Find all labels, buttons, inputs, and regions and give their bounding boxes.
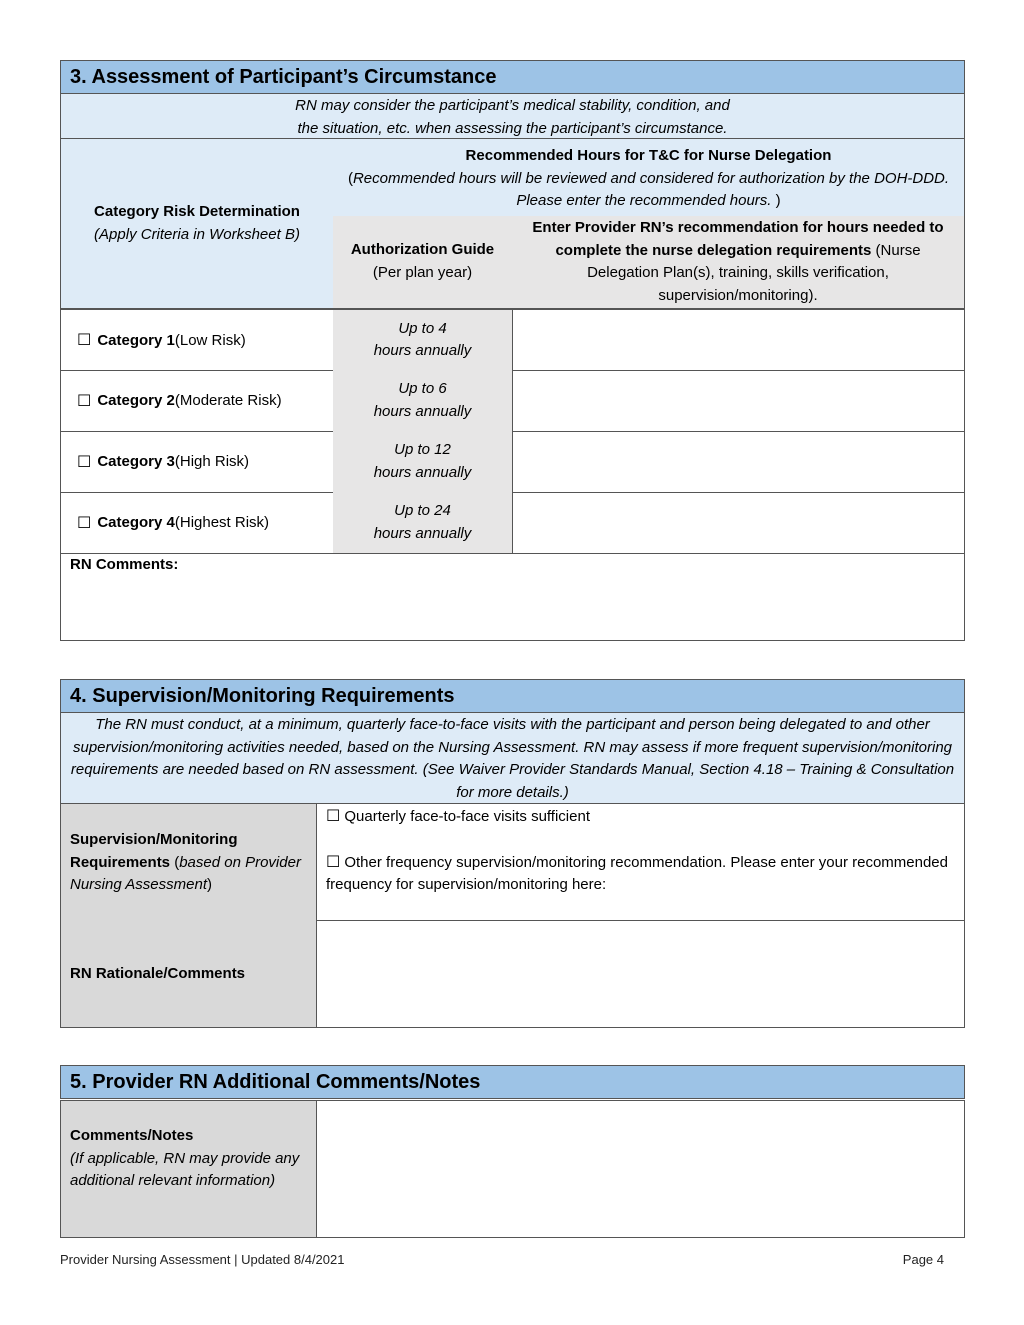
supervision-req-label-cell: Supervision/Monitoring Requirements (based on Provider Nursing Assessment) bbox=[60, 803, 317, 921]
hours-header-cell bbox=[333, 139, 965, 217]
category-3-checkbox[interactable]: ☐ bbox=[77, 453, 92, 471]
rationale-label-cell bbox=[60, 920, 317, 1028]
category-2-label: Category 2 bbox=[97, 392, 175, 409]
category-1-checkbox[interactable]: ☐ bbox=[77, 332, 92, 349]
section-4-note: The RN must conduct, at a minimum, quarterly face-to-face visits with the participant and person being delegated to and other supervision/monitoring activities needed, based on the Nursing Assessment. RN may assess if more frequent supervision/monitoring requirements are needed based on RN assessment. (See Waiver Provider Standards Manual, Section 4.18 – Training & Consultation for more details.) bbox=[60, 713, 965, 804]
rationale-label: RN Rationale/Comments bbox=[70, 965, 246, 982]
category-4-cell[interactable] bbox=[60, 492, 334, 554]
rationale-input[interactable] bbox=[316, 920, 965, 1028]
category-1-cell[interactable] bbox=[60, 309, 334, 371]
enter-hours-header: Enter Provider RN’s recommendation for hours needed to complete the nurse delegation requirements (Nurse Delegation Plan(s), training, skills verification, supervision/monitoring). bbox=[532, 219, 944, 304]
auth-guide-sub: (Per plan year) bbox=[372, 263, 473, 281]
option-other-frequency[interactable]: ☐ Other frequency supervision/monitoring recommendation. Please enter your recommended frequency for supervision/monitoring here: bbox=[326, 853, 948, 893]
supervision-req-label: Supervision/Monitoring Requirements bbox=[70, 831, 238, 871]
category-4-hours-input[interactable] bbox=[512, 492, 965, 554]
category-2-checkbox[interactable]: ☐ bbox=[77, 392, 92, 410]
comments-notes-label-cell bbox=[60, 1100, 317, 1238]
section-3-note bbox=[60, 94, 965, 139]
category-1-guide: Up to 4 hours annually bbox=[333, 309, 513, 371]
hours-note: (Recommended hours will be reviewed and considered for authorization by the DOH-DDD. Please enter the recommended hours. ) bbox=[347, 169, 950, 209]
section-3-note-line2: the situation, etc. when assessing the participant’s circumstance. bbox=[297, 119, 728, 137]
option-quarterly[interactable]: ☐ Quarterly face-to-face visits sufficient bbox=[326, 806, 954, 829]
category-3-cell[interactable] bbox=[60, 431, 334, 493]
category-4-checkbox[interactable]: ☐ bbox=[77, 514, 92, 532]
category-4-label: Category 4 bbox=[97, 514, 175, 531]
section-3 bbox=[60, 60, 965, 139]
category-3-label: Category 3 bbox=[97, 453, 175, 470]
category-1-label: Category 1 bbox=[97, 331, 175, 349]
auth-guide-header: Authorization Guide bbox=[350, 241, 495, 258]
supervision-options-cell bbox=[316, 803, 965, 921]
page-number: Page 4 bbox=[902, 1252, 944, 1267]
category-1-hours-input[interactable] bbox=[512, 309, 965, 371]
hours-header: Recommended Hours for T&C for Nurse Delegation bbox=[465, 147, 832, 164]
footer-left: Provider Nursing Assessment | Updated 8/4/2021 bbox=[60, 1252, 345, 1267]
other-frequency-checkbox[interactable]: ☐ bbox=[326, 853, 341, 871]
risk-header: Category Risk Determination bbox=[94, 203, 300, 220]
category-3-risk: (High Risk) bbox=[174, 453, 250, 470]
comments-notes-input[interactable] bbox=[316, 1100, 965, 1238]
risk-subheader: (Apply Criteria in Worksheet B) bbox=[94, 225, 300, 243]
category-3-hours-input[interactable] bbox=[512, 431, 965, 493]
rn-comments-label: RN Comments: bbox=[70, 556, 179, 573]
section-3-note-line1: RN may consider the participant’s medical stability, condition, and bbox=[295, 97, 730, 114]
category-4-risk: (Highest Risk) bbox=[174, 514, 270, 531]
risk-header-cell bbox=[60, 139, 334, 309]
auth-guide-header-cell bbox=[333, 216, 513, 309]
category-2-hours-input[interactable] bbox=[512, 370, 965, 432]
rn-comments-box[interactable] bbox=[60, 553, 965, 641]
section-4 bbox=[60, 679, 965, 804]
quarterly-checkbox[interactable]: ☐ bbox=[326, 808, 341, 825]
comments-notes-label: Comments/Notes bbox=[70, 1127, 194, 1144]
category-2-guide: Up to 6 hours annually bbox=[333, 370, 513, 432]
section-3-title: 3. Assessment of Participant’s Circumstance bbox=[60, 60, 965, 94]
category-3-guide: Up to 12 hours annually bbox=[333, 431, 513, 493]
section-4-title: 4. Supervision/Monitoring Requirements bbox=[60, 679, 965, 713]
comments-notes-note: (If applicable, RN may provide any additional relevant information) bbox=[70, 1149, 300, 1189]
category-2-cell[interactable] bbox=[60, 370, 334, 432]
category-2-risk: (Moderate Risk) bbox=[174, 392, 282, 409]
category-4-guide: Up to 24 hours annually bbox=[333, 492, 513, 554]
category-1-risk: (Low Risk) bbox=[174, 331, 246, 349]
section-5 bbox=[60, 1065, 965, 1099]
enter-hours-header-cell bbox=[512, 216, 965, 309]
section-5-title: 5. Provider RN Additional Comments/Notes bbox=[60, 1065, 965, 1099]
